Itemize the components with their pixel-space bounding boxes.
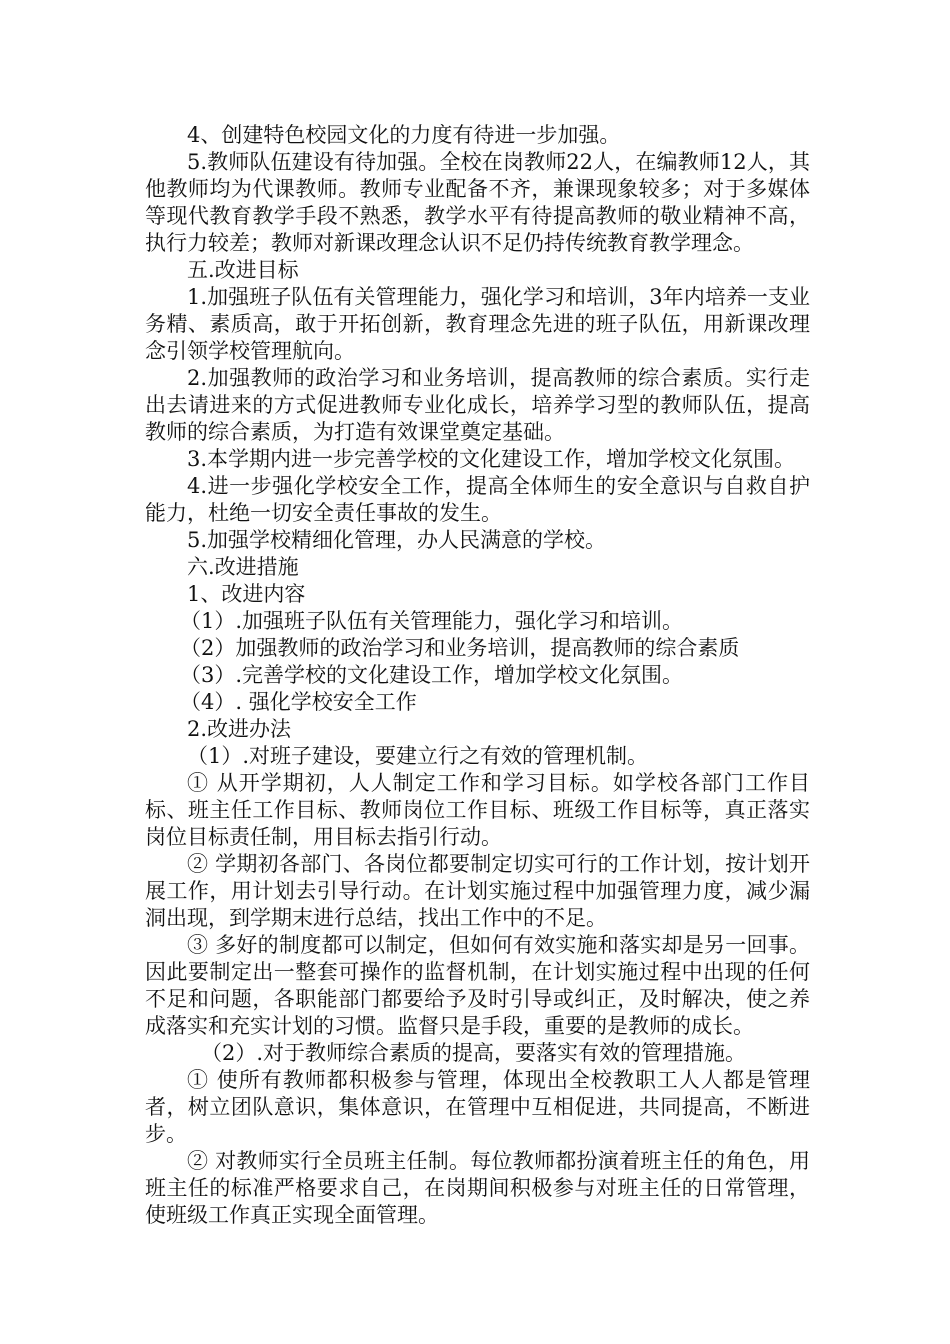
method-2-point-2: ② 对教师实行全员班主任制。每位教师都扮演着班主任的角色，用班主任的标准严格要求自己，在岗期间积极参与对班主任的日常管理，使班级工作真正实现全面管理。	[145, 1149, 810, 1227]
method-1-point-3: ③ 多好的制度都可以制定，但如何有效实施和落实却是另一回事。因此要制定出一整套可操作的监督机制，在计划实施过程中出现的任何不足和问题，各职能部门都要给予及时引导或纠正，及时解决，使之养成落实和充实计划的习惯。监督只是手段，重要的是教师的成长。	[145, 933, 810, 1038]
goal-item-1: 1.加强班子队伍有关管理能力，强化学习和培训，3年内培养一支业务精、素质高，敢于开拓创新，教育理念先进的班子队伍，用新课改理念引领学校管理航向。	[145, 285, 810, 363]
goal-item-5: 5.加强学校精细化管理，办人民满意的学校。	[187, 528, 607, 552]
paragraph-culture-strengthening: 4、创建特色校园文化的力度有待进一步加强。	[187, 123, 621, 147]
content-item-4: （4）. 强化学校安全工作	[180, 690, 417, 714]
content-item-3: （3）.完善学校的文化建设工作，增加学校文化氛围。	[180, 663, 684, 687]
section-heading-improvement-goals: 五.改进目标	[187, 258, 299, 282]
method-2-point-1: ① 使所有教师都积极参与管理，体现出全校教职工人人都是管理者，树立团队意识，集体意识，在管理中互相促进，共同提高，不断进步。	[145, 1068, 810, 1146]
goal-item-3: 3.本学期内进一步完善学校的文化建设工作，增加学校文化氛围。	[187, 447, 796, 471]
method-heading-2: （2）.对于教师综合素质的提高，要落实有效的管理措施。	[201, 1041, 747, 1065]
section-heading-improvement-measures: 六.改进措施	[187, 555, 299, 579]
paragraph-teacher-team: 5.教师队伍建设有待加强。全校在岗教师22人，在编教师12人，其他教师均为代课教师。教师专业配备不齐，兼课现象较多；对于多媒体等现代教育教学手段不熟悉，教学水平有待提高教师的敬业精神不高，执行力较差；教师对新课改理念认识不足仍持传统教育教学理念。	[145, 150, 810, 255]
method-1-point-2: ② 学期初各部门、各岗位都要制定切实可行的工作计划，按计划开展工作，用计划去引导行动。在计划实施过程中加强管理力度，减少漏洞出现，到学期末进行总结，找出工作中的不足。	[145, 852, 810, 930]
method-heading-1: （1）.对班子建设，要建立行之有效的管理机制。	[187, 744, 649, 768]
goal-item-2: 2.加强教师的政治学习和业务培训，提高教师的综合素质。实行走出去请进来的方式促进教师专业化成长，培养学习型的教师队伍，提高教师的综合素质，为打造有效课堂奠定基础。	[145, 366, 810, 444]
content-item-1: （1）.加强班子队伍有关管理能力，强化学习和培训。	[180, 609, 684, 633]
subheading-improvement-content: 1、改进内容	[187, 582, 306, 606]
subheading-improvement-methods: 2.改进办法	[187, 717, 292, 741]
document-body	[145, 122, 810, 1229]
content-item-2: （2）加强教师的政治学习和业务培训，提高教师的综合素质	[180, 636, 740, 660]
goal-item-4: 4.进一步强化学校安全工作，提高全体师生的安全意识与自救自护能力，杜绝一切安全责任事故的发生。	[145, 474, 810, 525]
method-1-point-1: ① 从开学期初，人人制定工作和学习目标。如学校各部门工作目标、班主任工作目标、教师岗位工作目标、班级工作目标等，真正落实岗位目标责任制，用目标去指引行动。	[145, 771, 810, 849]
